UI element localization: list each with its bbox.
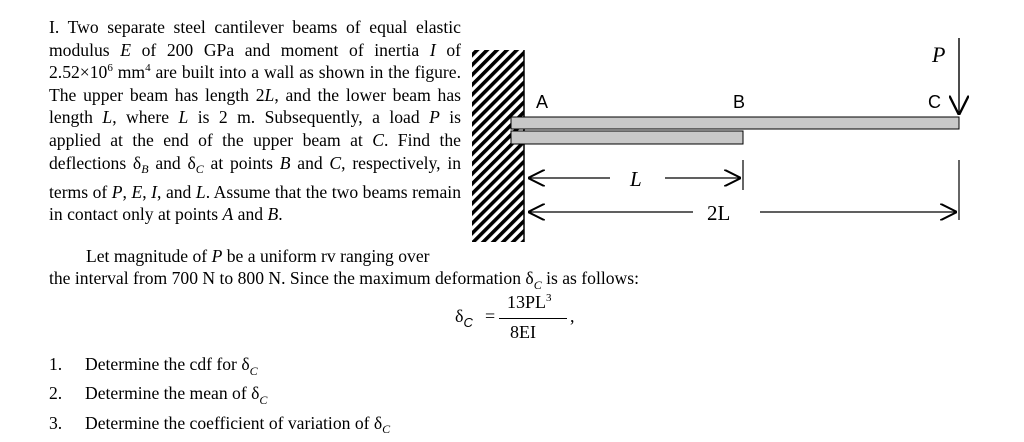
label-b: B [733,92,746,112]
list-item: 2. Determine the mean of $\delta_C$ [49,383,268,407]
dim-label-2l: 2L [707,201,731,225]
label-c: C [928,92,941,112]
formula-denominator: 8EI [510,322,536,342]
label-p: P [932,42,946,67]
lower-beam [511,131,743,144]
list-item: 3. Determine the coefficient of variation of $\delta_C$ [49,412,391,437]
rv-intro-line: Let magnitude of P be a uniform rv ranging over [86,246,430,266]
formula-numerator: $13PL^3$ [507,292,552,312]
rv-range-line: the interval from 700 N to 800 N. Since the maximum deformation $\delta_C$ is as follows: [49,268,639,292]
problem-number: I. [49,17,60,37]
problem-statement: I. Two separate steel cantilever beams of equal elastic modulus E of 200 GPa and moment of inertia I of $2.52\times 10^6$ $mm^4$ are built into a wall as shown in the figure. The upper beam has length 2L, and the lower beam has length L, where L is 2 m. Subsequently, a load P is applied at the end of the upper beam at C. Find the deflections $\delta_B$ and $\delta_C$ at points B and C, respectively, in terms of P, E, I, and L. Assume that the two beams remain in contact only at points A and B. [49,17,461,225]
label-a: A [536,92,549,112]
dim-label-l: L [630,167,642,191]
wall-hatch [472,50,524,242]
upper-beam [511,117,959,129]
list-item: 1. Determine the cdf for $\delta_C$ [49,354,258,378]
